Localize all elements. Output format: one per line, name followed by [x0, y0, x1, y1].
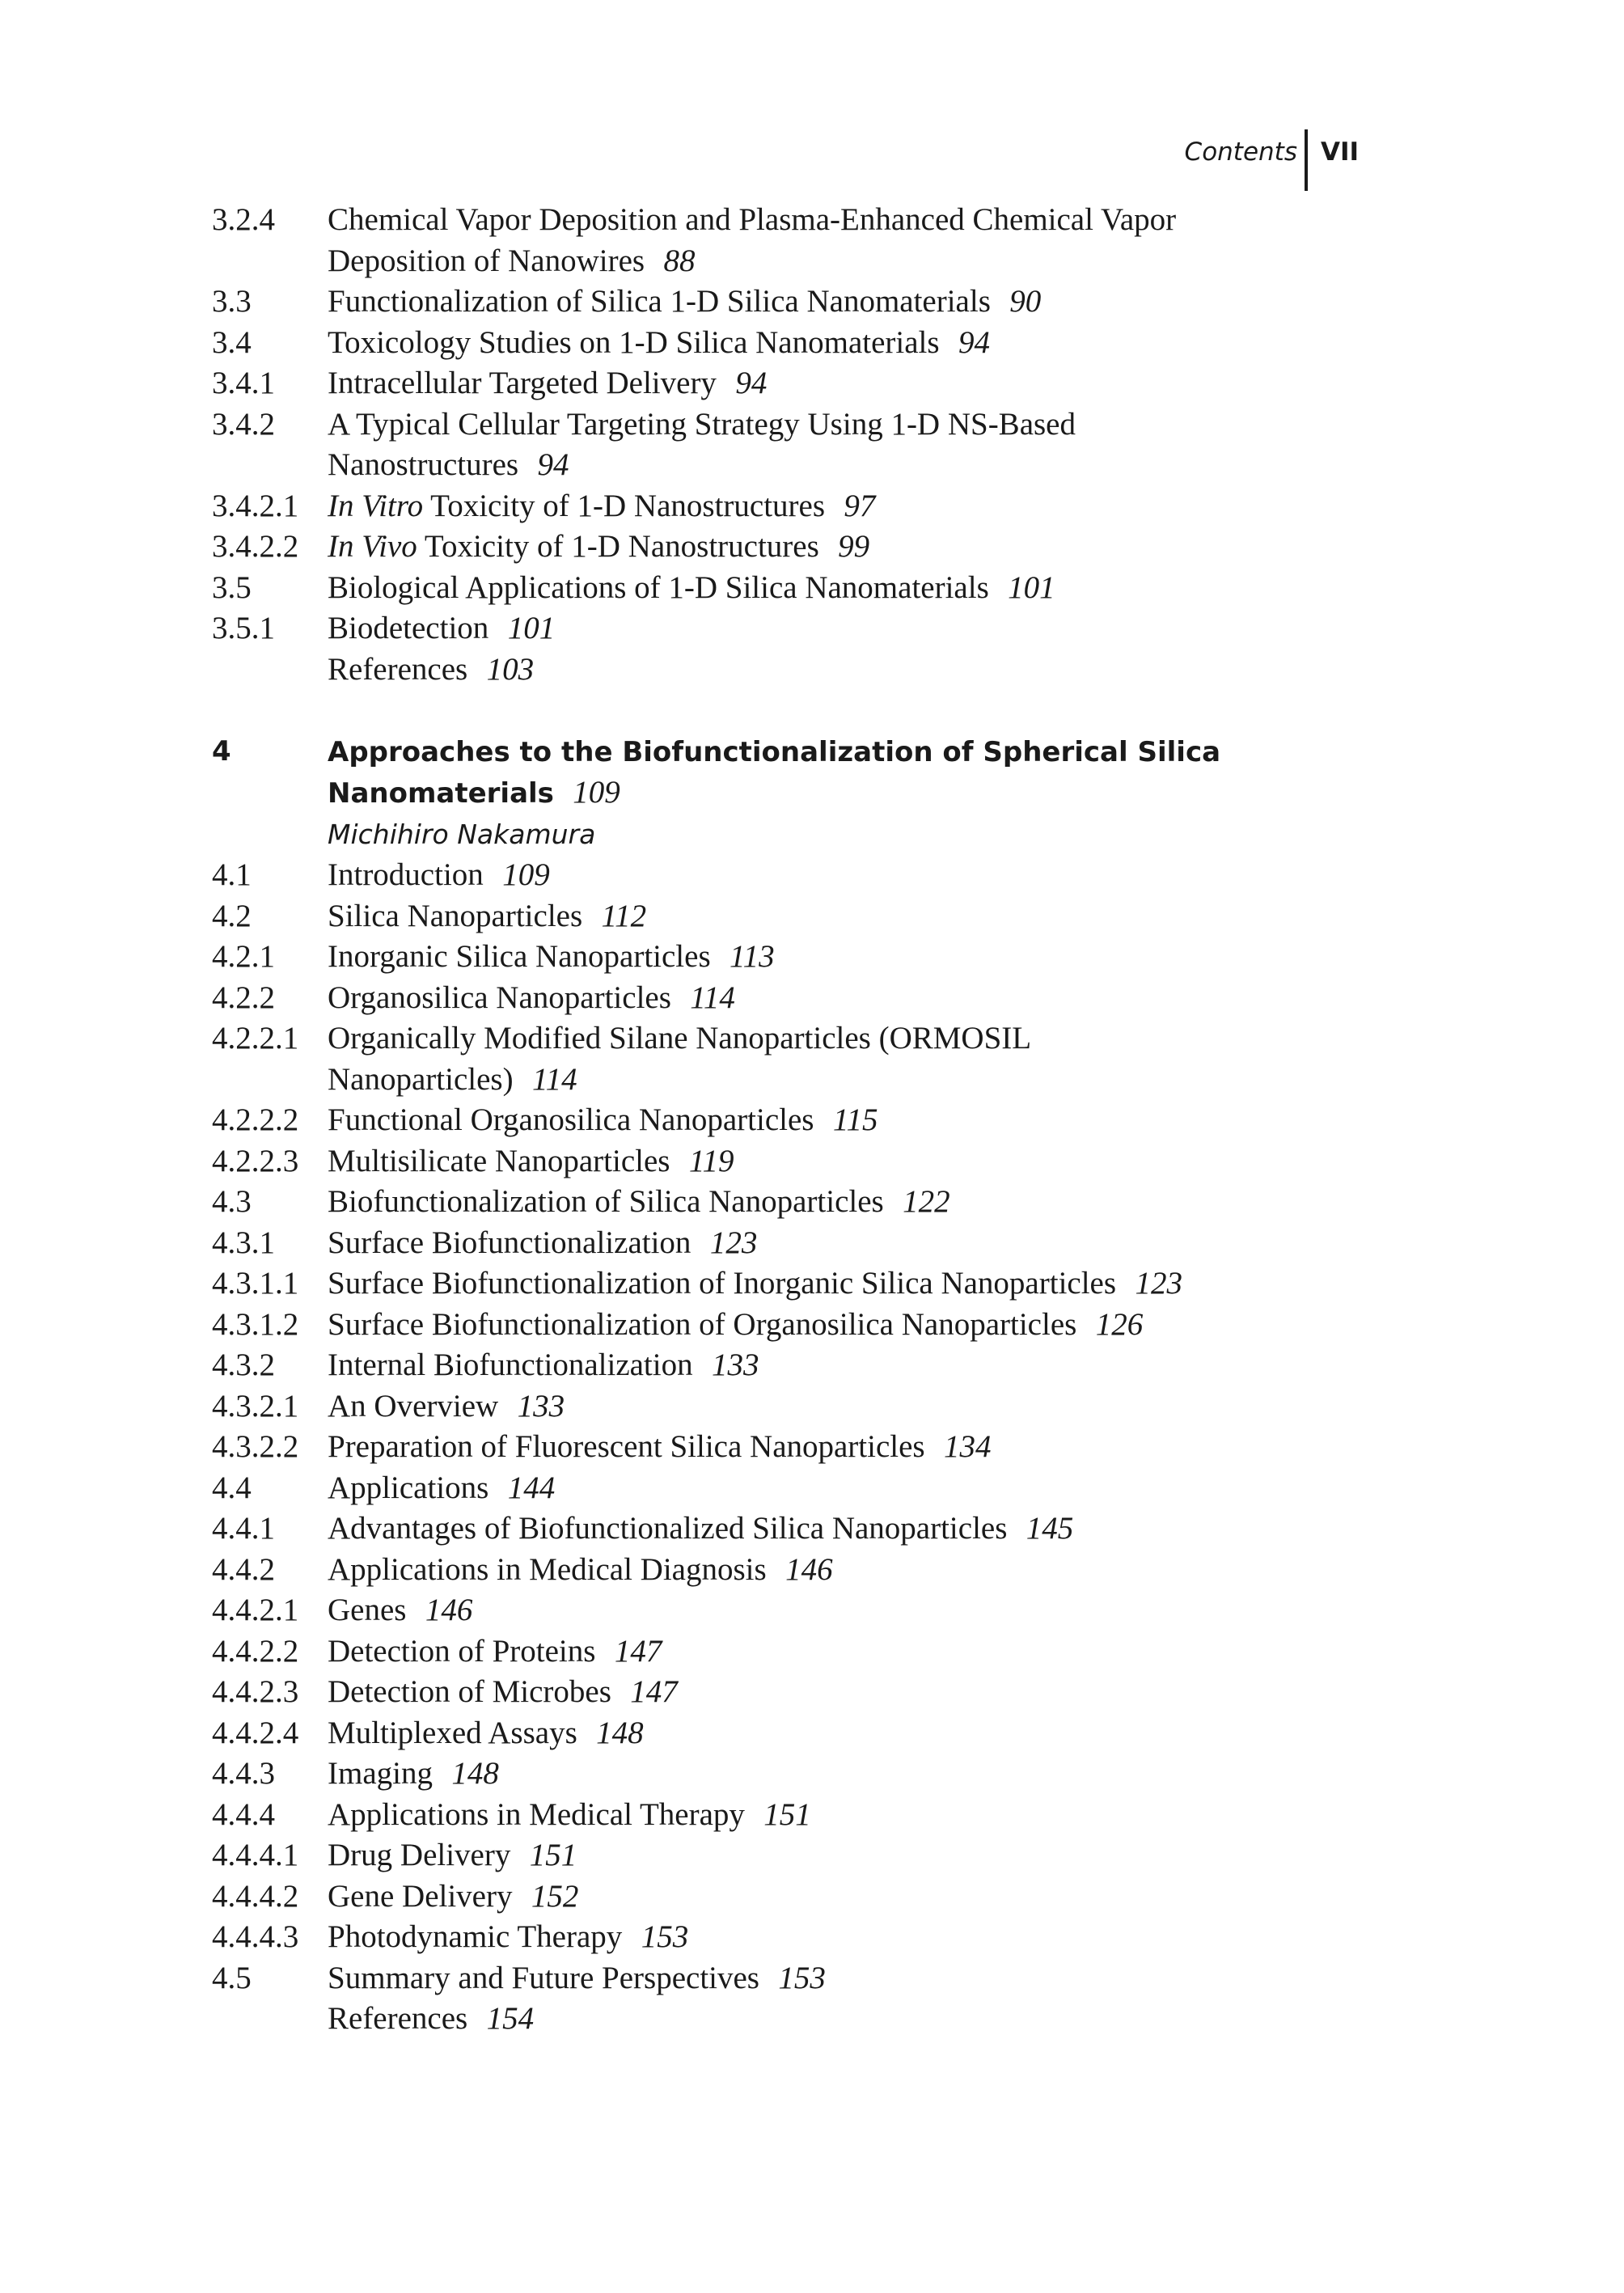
toc-entry-title: Summary and Future Perspectives — [328, 1960, 759, 1995]
toc-entry — [0, 896, 1624, 937]
toc-entry-page: 152 — [531, 1878, 579, 1914]
toc-entry-page: 88 — [663, 243, 696, 278]
toc-entry — [0, 1305, 1624, 1346]
toc-entry-text — [328, 1345, 1452, 1386]
toc-entry-title: Deposition of Nanowires — [328, 243, 645, 278]
toc-entry-page: 148 — [596, 1715, 644, 1750]
toc-entry-number: 4.4.3 — [212, 1756, 275, 1791]
toc-entry-line — [328, 1590, 1452, 1631]
toc-entry-page: 94 — [735, 366, 768, 400]
toc-entry-line — [328, 1631, 1452, 1673]
toc-entry-number: 4.4.1 — [212, 1511, 275, 1546]
toc-entry-text — [328, 1223, 1452, 1264]
toc-entry-title: A Typical Cellular Targeting Strategy Using 1-D NS-Based — [328, 406, 1076, 442]
table-of-contents — [0, 200, 1624, 2040]
toc-entry-title: Toxicity of 1-D Nanostructures — [423, 488, 826, 523]
toc-entry-page: 123 — [709, 1225, 758, 1260]
toc-entry — [0, 323, 1624, 364]
toc-entry-line — [328, 363, 1452, 404]
toc-entry-number: 4.4.2.4 — [212, 1715, 299, 1750]
toc-entry-title: Photodynamic Therapy — [328, 1919, 623, 1954]
toc-entry — [0, 1876, 1624, 1918]
toc-entry-line — [328, 445, 1452, 486]
toc-entry-line — [328, 1468, 1452, 1509]
toc-entry-title: Internal Biofunctionalization — [328, 1347, 693, 1382]
toc-entry-line — [328, 241, 1452, 282]
toc-entry-line — [328, 772, 1452, 814]
toc-entry-page: 123 — [1135, 1266, 1182, 1301]
header-divider — [1305, 129, 1308, 191]
toc-entry — [0, 281, 1624, 323]
toc-entry-line — [328, 1795, 1452, 1836]
toc-entry-title: An Overview — [328, 1388, 499, 1424]
toc-entry — [0, 1835, 1624, 1876]
toc-entry — [0, 937, 1624, 978]
toc-entry-number: 4.4.4.3 — [212, 1919, 299, 1954]
toc-entry-page: 153 — [641, 1919, 689, 1954]
toc-entry-title: Detection of Microbes — [328, 1674, 611, 1709]
toc-entry-page: 109 — [573, 775, 620, 810]
toc-entry — [0, 1263, 1624, 1305]
toc-entry-page: 148 — [451, 1756, 499, 1791]
toc-entry-number: 4.3 — [212, 1184, 252, 1219]
toc-entry-text — [328, 1754, 1452, 1795]
toc-entry — [0, 1345, 1624, 1386]
toc-entry-number: 4.2.2.1 — [212, 1021, 299, 1056]
toc-entry-text — [328, 1263, 1452, 1305]
toc-entry-title: Functional Organosilica Nanoparticles — [328, 1102, 814, 1137]
toc-entry-number: 3.4.2 — [212, 406, 275, 442]
toc-entry-line — [328, 1999, 1452, 2040]
toc-entry-number: 4.3.2 — [212, 1347, 275, 1382]
toc-entry-italic-prefix: In Vivo — [328, 529, 417, 564]
toc-entry-text — [328, 527, 1452, 568]
toc-entry-text — [328, 1590, 1452, 1631]
toc-entry-title: Nanomaterials — [328, 777, 554, 810]
toc-entry-line — [328, 1835, 1452, 1876]
toc-entry — [0, 568, 1624, 609]
toc-entry-page: 154 — [486, 2001, 535, 2036]
toc-entry-line — [328, 1182, 1452, 1223]
toc-entry-page: 103 — [486, 651, 535, 687]
toc-entry — [0, 1999, 1624, 2040]
toc-entry-page: 147 — [614, 1633, 662, 1669]
toc-entry-line — [328, 608, 1452, 649]
toc-entry-text — [328, 731, 1452, 856]
toc-entry-number: 4.4.2.2 — [212, 1633, 299, 1669]
toc-entry-title: Inorganic Silica Nanoparticles — [328, 939, 711, 974]
toc-entry-number: 3.4.1 — [212, 366, 275, 400]
toc-entry-page: 122 — [903, 1184, 950, 1219]
toc-entry-title: Gene Delivery — [328, 1878, 513, 1914]
toc-entry-page: 147 — [630, 1674, 678, 1709]
toc-entry-text — [328, 1468, 1452, 1509]
toc-entry-title: Organically Modified Silane Nanoparticles (ORMOSIL — [328, 1021, 1032, 1056]
toc-entry-number: 4.2.2 — [212, 979, 275, 1015]
toc-entry-number: 4.5 — [212, 1960, 252, 1995]
toc-entry-line — [328, 1876, 1452, 1918]
toc-entry-line — [328, 855, 1452, 896]
toc-entry-line — [328, 527, 1452, 568]
toc-entry-text — [328, 1917, 1452, 1958]
toc-entry-line — [328, 731, 1452, 773]
toc-entry-line — [328, 1508, 1452, 1550]
toc-entry-title: Biological Applications of 1-D Silica Nanomaterials — [328, 569, 989, 605]
toc-entry-line — [328, 1100, 1452, 1141]
toc-entry-page: 112 — [601, 898, 647, 933]
toc-entry-text — [328, 1508, 1452, 1550]
toc-entry-number: 4.3.2.1 — [212, 1388, 299, 1424]
toc-entry-number: 4.1 — [212, 857, 252, 892]
toc-entry-line — [328, 1550, 1452, 1591]
toc-entry-line — [328, 1386, 1452, 1428]
toc-entry-title: Surface Biofunctionalization of Organosilica Nanoparticles — [328, 1306, 1077, 1342]
toc-entry-line — [328, 1917, 1452, 1958]
toc-entry-page: 114 — [531, 1061, 577, 1097]
toc-entry-text — [328, 281, 1452, 323]
toc-entry-text — [328, 363, 1452, 404]
toc-entry-text — [328, 1550, 1452, 1591]
toc-entry — [0, 1427, 1624, 1468]
toc-entry-number: 4.3.1.2 — [212, 1306, 299, 1342]
toc-entry-page: 114 — [690, 979, 735, 1015]
toc-entry — [0, 978, 1624, 1019]
toc-entry-line — [328, 568, 1452, 609]
toc-entry-line — [328, 1672, 1452, 1713]
toc-entry-number: 4.3.1.1 — [212, 1266, 299, 1301]
toc-entry-text — [328, 1141, 1452, 1182]
toc-entry-title: Surface Biofunctionalization of Inorganic Silica Nanoparticles — [328, 1266, 1117, 1301]
toc-entry-line — [328, 937, 1452, 978]
toc-entry — [0, 1182, 1624, 1223]
toc-entry — [0, 1754, 1624, 1795]
toc-entry — [0, 1508, 1624, 1550]
toc-entry-page: 134 — [944, 1429, 992, 1464]
toc-entry-title: References — [328, 651, 468, 687]
toc-entry-title: Functionalization of Silica 1-D Silica Nanomaterials — [328, 284, 991, 319]
toc-entry-line — [328, 486, 1452, 527]
toc-entry-text — [328, 1018, 1452, 1100]
toc-entry-text — [328, 1305, 1452, 1346]
toc-entry-line — [328, 1958, 1452, 1999]
toc-entry — [0, 1018, 1624, 1100]
toc-entry — [0, 1917, 1624, 1958]
toc-entry-page: 113 — [730, 939, 775, 974]
toc-entry-text — [328, 1427, 1452, 1468]
toc-entry-title: Nanoparticles) — [328, 1061, 514, 1097]
toc-entry — [0, 608, 1624, 649]
toc-entry-number: 3.4.2.1 — [212, 488, 299, 523]
toc-entry-text — [328, 200, 1452, 281]
toc-entry-page: 146 — [425, 1593, 473, 1627]
toc-entry-text — [328, 1999, 1452, 2040]
toc-entry — [0, 1958, 1624, 1999]
toc-entry-title: Imaging — [328, 1756, 433, 1791]
toc-entry-number: 4.4.4.2 — [212, 1878, 299, 1914]
toc-entry-line — [328, 1713, 1452, 1754]
toc-entry-title: Applications — [328, 1470, 489, 1505]
toc-entry-text — [328, 568, 1452, 609]
toc-entry-number: 4.2.2.3 — [212, 1143, 299, 1178]
toc-entry-title: Advantages of Biofunctionalized Silica Nanoparticles — [328, 1511, 1008, 1546]
toc-entry-title: Multiplexed Assays — [328, 1715, 577, 1750]
toc-entry-text — [328, 1100, 1452, 1141]
toc-entry-number: 3.5 — [212, 569, 252, 605]
toc-entry-page: 109 — [502, 857, 550, 892]
toc-entry-title: Genes — [328, 1593, 407, 1627]
toc-entry — [0, 1141, 1624, 1182]
toc-entry-number: 4.3.1 — [212, 1225, 275, 1260]
toc-entry-number: 4.4.2.1 — [212, 1593, 299, 1627]
toc-entry-text — [328, 649, 1452, 691]
toc-entry-number: 4.3.2.2 — [212, 1429, 299, 1464]
page-number: VII — [1321, 137, 1360, 167]
toc-entry-page: 119 — [688, 1143, 734, 1178]
toc-entry — [0, 200, 1624, 281]
toc-entry-page: 151 — [529, 1838, 577, 1872]
toc-entry-number: 3.4.2.2 — [212, 529, 299, 564]
toc-entry-text — [328, 1958, 1452, 1999]
toc-entry-line — [328, 404, 1452, 446]
toc-entry-page: 99 — [838, 529, 870, 564]
toc-entry-line — [328, 1018, 1452, 1060]
toc-entry-number: 4.2 — [212, 898, 252, 933]
toc-entry-title: Nanostructures — [328, 447, 519, 482]
toc-entry-page: 151 — [763, 1796, 811, 1832]
toc-entry-text — [328, 1835, 1452, 1876]
toc-entry — [0, 1223, 1624, 1264]
toc-entry-page: 97 — [844, 488, 876, 523]
toc-entry-number: 4.2.2.2 — [212, 1102, 299, 1137]
toc-entry-text — [328, 486, 1452, 527]
toc-entry-title: Chemical Vapor Deposition and Plasma-Enhanced Chemical Vapor — [328, 202, 1177, 237]
toc-entry-page: 144 — [507, 1470, 556, 1505]
toc-entry-italic-prefix: In Vitro — [328, 488, 424, 523]
toc-entry-title: Detection of Proteins — [328, 1633, 596, 1669]
toc-entry-page: 94 — [537, 447, 569, 482]
toc-entry — [0, 1100, 1624, 1141]
toc-entry-line — [328, 200, 1452, 241]
toc-entry-text — [328, 1672, 1452, 1713]
toc-entry-page: 101 — [507, 611, 556, 645]
toc-entry-page: 126 — [1095, 1306, 1144, 1342]
toc-entry-line — [328, 1427, 1452, 1468]
toc-entry — [0, 1631, 1624, 1673]
toc-entry — [0, 855, 1624, 896]
toc-entry-title: Organosilica Nanoparticles — [328, 979, 671, 1015]
toc-entry-number: 4.4.4.1 — [212, 1838, 299, 1872]
toc-entry-number: 4.4 — [212, 1470, 252, 1505]
toc-entry-line — [328, 1305, 1452, 1346]
toc-entry-number: 3.4 — [212, 324, 252, 360]
toc-entry — [0, 1795, 1624, 1836]
toc-entry-line — [328, 978, 1452, 1019]
toc-entry-text — [328, 1795, 1452, 1836]
toc-entry-text — [328, 978, 1452, 1019]
toc-entry-line — [328, 1060, 1452, 1101]
toc-entry-text — [328, 1713, 1452, 1754]
toc-entry-line — [328, 1141, 1452, 1182]
toc-entry-number: 3.5.1 — [212, 611, 275, 645]
toc-entry-page: 101 — [1008, 569, 1055, 605]
toc-entry-title: Drug Delivery — [328, 1838, 511, 1872]
toc-entry-title: Silica Nanoparticles — [328, 898, 583, 933]
toc-entry-text — [328, 1386, 1452, 1428]
toc-entry-number: 4 — [212, 734, 231, 768]
toc-entry-text — [328, 323, 1452, 364]
toc-entry-title: Biofunctionalization of Silica Nanoparticles — [328, 1184, 884, 1219]
toc-entry — [0, 1713, 1624, 1754]
toc-entry — [0, 649, 1624, 691]
toc-entry-page: 94 — [958, 324, 990, 360]
toc-entry-text — [328, 937, 1452, 978]
toc-entry-text — [328, 404, 1452, 486]
toc-entry-title: Introduction — [328, 857, 484, 892]
toc-entry-line — [328, 1345, 1452, 1386]
toc-entry-title: Toxicology Studies on 1-D Silica Nanomaterials — [328, 324, 940, 360]
toc-entry-page: 90 — [1009, 284, 1042, 319]
toc-entry-number — [212, 649, 328, 691]
toc-entry-title: Biodetection — [328, 611, 489, 645]
toc-entry — [0, 486, 1624, 527]
toc-entry-title: Toxicity of 1-D Nanostructures — [417, 529, 819, 564]
toc-entry-title: References — [328, 2001, 468, 2036]
toc-entry-line — [328, 1754, 1452, 1795]
toc-entry-title: Intracellular Targeted Delivery — [328, 366, 717, 400]
toc-entry — [0, 1468, 1624, 1509]
toc-entry-page: 133 — [712, 1347, 759, 1382]
toc-entry-page: 133 — [517, 1388, 565, 1424]
toc-entry-title: Preparation of Fluorescent Silica Nanoparticles — [328, 1429, 925, 1464]
toc-entry-number — [212, 1999, 328, 2040]
toc-entry-text — [328, 608, 1452, 649]
toc-entry — [0, 1590, 1624, 1631]
toc-entry-title: Approaches to the Biofunctionalization of Spherical Silica — [328, 735, 1221, 768]
toc-entry-text — [328, 1876, 1452, 1918]
toc-entry-title: Multisilicate Nanoparticles — [328, 1143, 670, 1178]
toc-entry-line — [328, 323, 1452, 364]
toc-entry-number: 4.4.2.3 — [212, 1674, 299, 1709]
toc-entry-number: 3.2.4 — [212, 202, 275, 237]
toc-entry-number: 3.3 — [212, 284, 252, 319]
toc-entry-line — [328, 281, 1452, 323]
toc-entry-number: 4.4.2 — [212, 1551, 275, 1587]
chapter-author: Michihiro Nakamura — [328, 818, 596, 850]
toc-entry-page: 115 — [832, 1102, 878, 1137]
toc-entry — [0, 404, 1624, 486]
toc-entry-number: 4.2.1 — [212, 939, 275, 974]
toc-entry-title: Applications in Medical Therapy — [328, 1796, 745, 1832]
toc-entry-line — [328, 896, 1452, 937]
toc-entry-number: 4.4.4 — [212, 1796, 275, 1832]
toc-entry — [0, 363, 1624, 404]
toc-entry-line — [328, 649, 1452, 691]
toc-entry-line — [328, 1263, 1452, 1305]
toc-entry-page: 145 — [1026, 1511, 1074, 1546]
toc-chapter-entry — [0, 731, 1624, 856]
toc-entry-text — [328, 855, 1452, 896]
toc-entry-text — [328, 1631, 1452, 1673]
toc-entry-title: Surface Biofunctionalization — [328, 1225, 691, 1260]
toc-entry-title: Applications in Medical Diagnosis — [328, 1551, 767, 1587]
toc-entry — [0, 527, 1624, 568]
toc-entry-page: 153 — [778, 1960, 826, 1995]
toc-entry — [0, 1672, 1624, 1713]
toc-entry-page: 146 — [785, 1551, 833, 1587]
toc-entry-line — [328, 1223, 1452, 1264]
toc-entry-text — [328, 896, 1452, 937]
toc-entry — [0, 1550, 1624, 1591]
running-header-label: Contents — [1184, 137, 1297, 167]
toc-entry — [0, 1386, 1624, 1428]
toc-entry-text — [328, 1182, 1452, 1223]
running-header — [0, 129, 1624, 194]
